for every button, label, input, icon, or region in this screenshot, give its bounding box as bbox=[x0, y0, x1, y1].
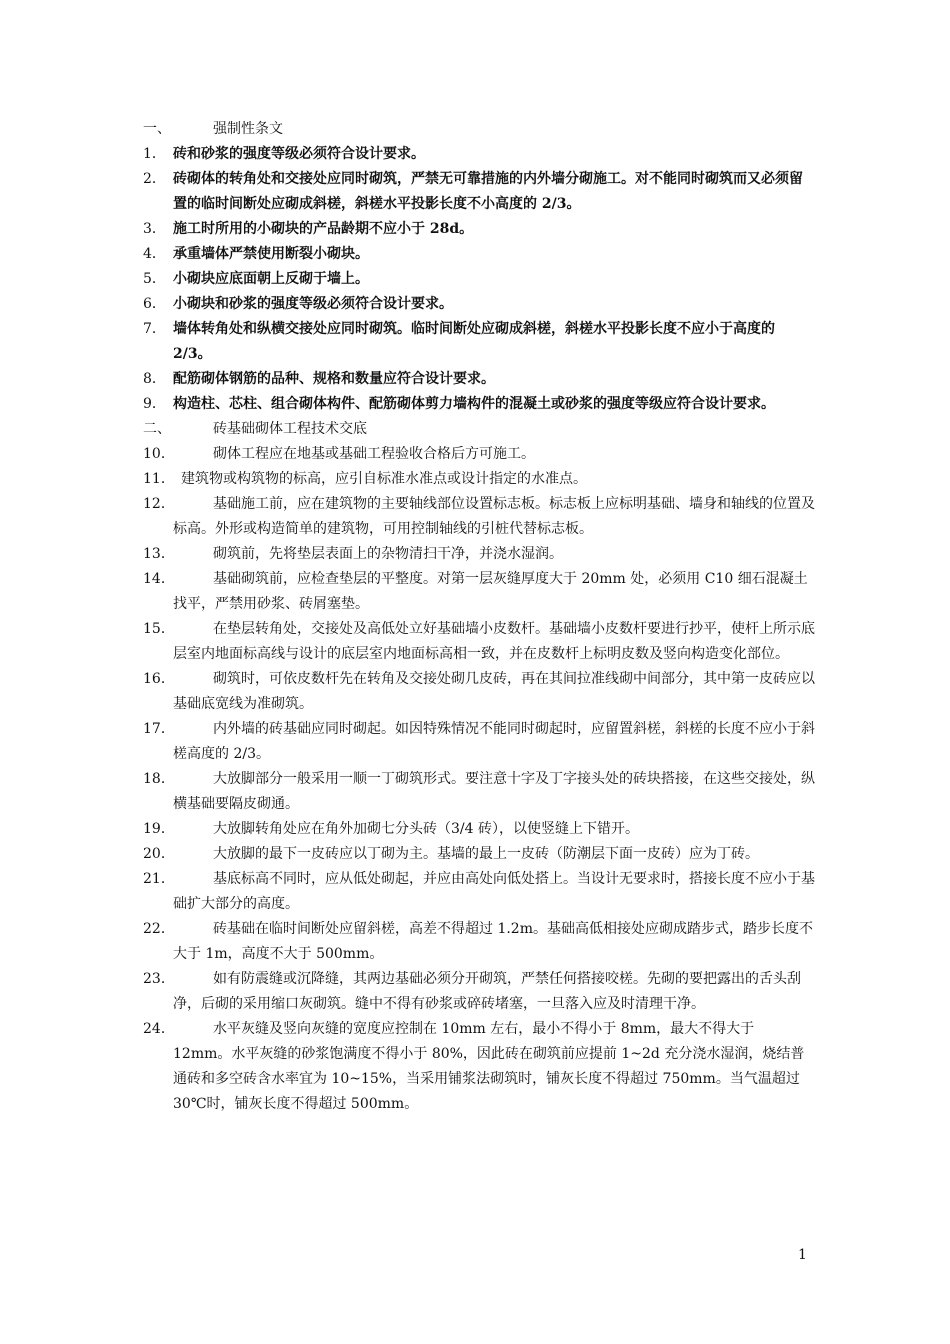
list-item bbox=[143, 617, 815, 667]
list-item bbox=[143, 542, 815, 567]
item-text: 砖砌体的转角处和交接处应同时砌筑，严禁无可靠措施的内外墙分砌施工。对不能同时砌筑而又必须留置的临时间断处应砌成斜槎，斜槎水平投影长度不小高度的 2/3。 bbox=[173, 171, 803, 212]
item-text: 小砌块和砂浆的强度等级必须符合设计要求。 bbox=[173, 296, 453, 312]
item-text: 大放脚转角处应在角外加砌七分头砖（3/4 砖），以使竖缝上下错开。 bbox=[213, 821, 639, 837]
item-text: 基础施工前，应在建筑物的主要轴线部位设置标志板。标志板上应标明基础、墙身和轴线的位置及标高。外形或构造简单的建筑物，可用控制轴线的引桩代替标志板。 bbox=[173, 496, 815, 537]
item-number: 5． bbox=[143, 271, 166, 287]
item-number: 23． bbox=[143, 971, 175, 987]
item-text: 配筋砌体钢筋的品种、规格和数量应符合设计要求。 bbox=[173, 371, 495, 387]
item-text: 小砌块应底面朝上反砌于墙上。 bbox=[173, 271, 369, 287]
item-number: 11． bbox=[143, 471, 175, 487]
list-item bbox=[143, 392, 815, 417]
item-number: 24． bbox=[143, 1021, 175, 1037]
list-item bbox=[143, 367, 815, 392]
item-number: 14． bbox=[143, 571, 175, 587]
item-number: 21． bbox=[143, 871, 175, 887]
list-item bbox=[143, 467, 815, 492]
item-number: 16． bbox=[143, 671, 175, 687]
item-number: 10． bbox=[143, 446, 175, 462]
item-number: 12． bbox=[143, 496, 175, 512]
list-item bbox=[143, 817, 815, 842]
item-text: 大放脚的最下一皮砖应以丁砌为主。基墙的最上一皮砖（防潮层下面一皮砖）应为丁砖。 bbox=[213, 846, 759, 862]
document-body bbox=[143, 117, 815, 1117]
item-text: 内外墙的砖基础应同时砌起。如因特殊情况不能同时砌起时，应留置斜槎，斜槎的长度不应小于斜槎高度的 2/3。 bbox=[173, 721, 815, 762]
section-number: 一、 bbox=[143, 121, 171, 137]
list-item bbox=[143, 567, 815, 617]
list-item bbox=[143, 842, 815, 867]
item-text: 构造柱、芯柱、组合砌体构件、配筋砌体剪力墙构件的混凝土或砂浆的强度等级应符合设计要求。 bbox=[173, 396, 775, 412]
item-number: 4． bbox=[143, 246, 166, 262]
list-item bbox=[143, 492, 815, 542]
item-text: 承重墙体严禁使用断裂小砌块。 bbox=[173, 246, 369, 262]
list-item bbox=[143, 442, 815, 467]
item-number: 19． bbox=[143, 821, 175, 837]
section-title: 砖基础砌体工程技术交底 bbox=[213, 421, 367, 437]
item-text: 在垫层转角处，交接处及高低处立好基础墙小皮数杆。基础墙小皮数杆要进行抄平，使杆上所示底层室内地面标高线与设计的底层室内地面标高相一致，并在皮数杆上标明皮数及竖向构造变化部位。 bbox=[173, 621, 815, 662]
item-text: 建筑物或构筑物的标高，应引自标准水准点或设计指定的水准点。 bbox=[181, 471, 587, 487]
list-item bbox=[143, 717, 815, 767]
item-number: 1． bbox=[143, 146, 166, 162]
list-item bbox=[143, 267, 815, 292]
item-number: 18． bbox=[143, 771, 175, 787]
item-text: 基底标高不同时，应从低处砌起，并应由高处向低处搭上。当设计无要求时，搭接长度不应小于基础扩大部分的高度。 bbox=[173, 871, 815, 912]
page-number: 1 bbox=[798, 1247, 807, 1263]
list-item bbox=[143, 967, 815, 1017]
item-number: 2． bbox=[143, 171, 166, 187]
section-title: 强制性条文 bbox=[213, 121, 283, 137]
item-text: 大放脚部分一般采用一顺一丁砌筑形式。要注意十字及丁字接头处的砖块搭接，在这些交接处，纵横基础要隔皮砌通。 bbox=[173, 771, 815, 812]
item-text: 如有防震缝或沉降缝，其两边基础必须分开砌筑，严禁任何搭接咬槎。先砌的要把露出的舌头刮净，后砌的采用缩口灰砌筑。缝中不得有砂浆或碎砖堵塞，一旦落入应及时清理干净。 bbox=[173, 971, 801, 1012]
item-text: 砌筑时，可依皮数杆先在转角及交接处砌几皮砖，再在其间拉准线砌中间部分，其中第一皮砖应以基础底宽线为准砌筑。 bbox=[173, 671, 815, 712]
list-item bbox=[143, 767, 815, 817]
item-number: 22． bbox=[143, 921, 175, 937]
item-number: 13． bbox=[143, 546, 175, 562]
item-text: 基础砌筑前，应检查垫层的平整度。对第一层灰缝厚度大于 20mm 处，必须用 C10 细石混凝土找平，严禁用砂浆、砖屑塞垫。 bbox=[173, 571, 808, 612]
item-number: 7． bbox=[143, 321, 166, 337]
section-heading-mandatory bbox=[143, 117, 815, 142]
item-text: 砖和砂浆的强度等级必须符合设计要求。 bbox=[173, 146, 425, 162]
list-item bbox=[143, 142, 815, 167]
item-text: 砌筑前，先将垫层表面上的杂物清扫干净，并浇水湿润。 bbox=[213, 546, 563, 562]
list-item bbox=[143, 167, 815, 217]
item-text: 砖基础在临时间断处应留斜槎，高差不得超过 1.2m。基础高低相接处应砌成踏步式，踏步长度不大于 1m，高度不大于 500mm。 bbox=[173, 921, 813, 962]
list-item bbox=[143, 217, 815, 242]
item-text: 墙体转角处和纵横交接处应同时砌筑。临时间断处应砌成斜槎，斜槎水平投影长度不应小于高度的 2/3。 bbox=[173, 321, 775, 362]
list-item bbox=[143, 292, 815, 317]
list-item bbox=[143, 1017, 815, 1117]
item-number: 15． bbox=[143, 621, 175, 637]
item-number: 3． bbox=[143, 221, 166, 237]
list-item bbox=[143, 242, 815, 267]
item-number: 17． bbox=[143, 721, 175, 737]
list-item bbox=[143, 917, 815, 967]
item-number: 8． bbox=[143, 371, 166, 387]
section-number: 二、 bbox=[143, 421, 171, 437]
list-item bbox=[143, 867, 815, 917]
item-text: 砌体工程应在地基或基础工程验收合格后方可施工。 bbox=[213, 446, 535, 462]
list-item bbox=[143, 317, 815, 367]
item-number: 9． bbox=[143, 396, 166, 412]
item-number: 20． bbox=[143, 846, 175, 862]
list-item bbox=[143, 667, 815, 717]
item-text: 水平灰缝及竖向灰缝的宽度应控制在 10mm 左右，最小不得小于 8mm，最大不得大于 12mm。水平灰缝的砂浆饱满度不得小于 80%，因此砖在砌筑前应提前 1~2d 充分浇水湿润，烧结普通砖和多空砖含水率宜为 10~15%，当采用铺浆法砌筑时，铺灰长度不得超过 750mm。当气温超过 30℃时，铺灰长度不得超过 500mm。 bbox=[173, 1021, 805, 1112]
item-number: 6． bbox=[143, 296, 166, 312]
item-text: 施工时所用的小砌块的产品龄期不应小于 28d。 bbox=[173, 221, 474, 237]
section-heading-brick-foundation bbox=[143, 417, 815, 442]
